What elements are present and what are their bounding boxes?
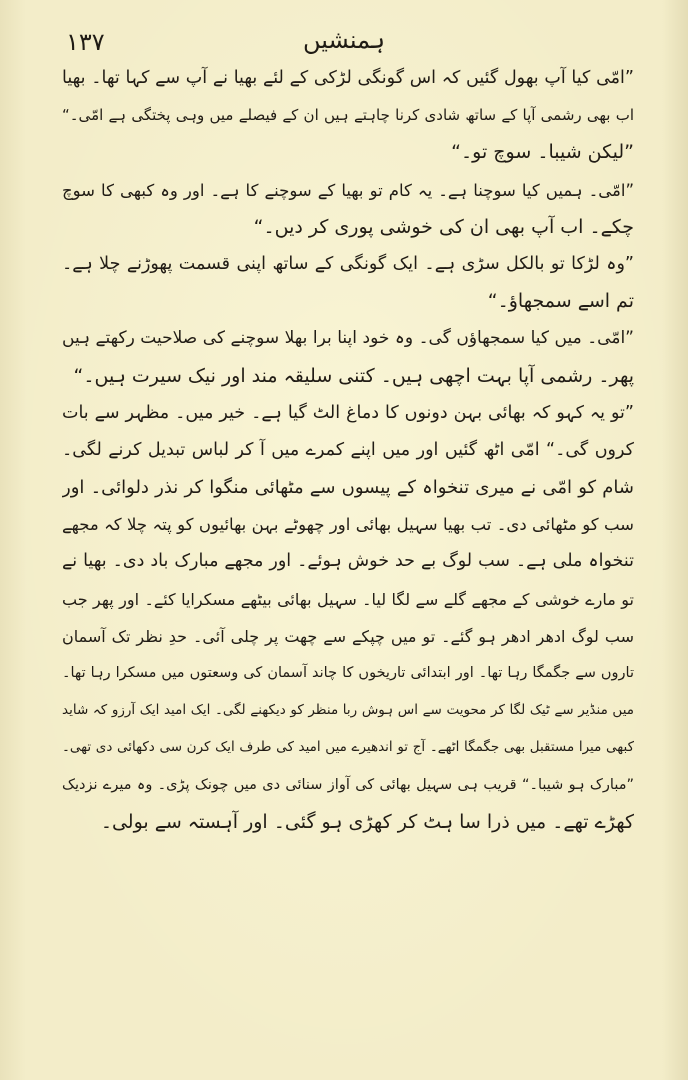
text-line: کبھی میرا مستقبل بھی جگمگا اٹھے۔ آج تو اندھیرے میں امید کی طرف ایک کرن سی دکھائی دی تھی۔	[62, 739, 634, 756]
text-line: شام کو امّی نے میری تنخواہ کے پیسوں سے مٹھائی منگوا کر نذر دلوائی۔ اور	[62, 477, 634, 499]
text-line: کھڑے تھے۔ میں ذرا سا ہٹ کر کھڑی ہو گئی۔ اور آہستہ سے بولی۔	[100, 810, 634, 833]
body-text	[62, 60, 634, 841]
text-line: ”لیکن شیبا۔ سوچ تو۔“	[451, 141, 634, 164]
text-line: ”مبارک ہو شیبا۔“ قریب ہی سہیل بھائی کی آواز سنائی دی میں چونک پڑی۔ وہ میرے نزدیک	[62, 776, 634, 793]
text-line: سب کو مٹھائی دی۔ تب بھیا سہیل بھائی اور چھوٹے بہن بھائیوں کو پتہ چلا کہ مجھے	[62, 515, 634, 535]
text-line: کروں گی۔“ امّی اٹھ گئیں اور میں اپنے کمرے میں آ کر لباس تبدیل کرنے لگی۔	[62, 439, 634, 460]
text-line: ”تو یہ کہو کہ بھائی بہن دونوں کا دماغ الٹ گیا ہے۔ خیر میں۔ مظہر سے بات	[62, 402, 634, 423]
page-number: ۱۳۷	[66, 28, 105, 56]
text-line: تم اسے سمجھاؤ۔“	[487, 290, 634, 313]
running-title: ہمنشیں	[302, 26, 386, 54]
text-line: پھر۔ رشمی آپا بہت اچھی ہیں۔ کتنی سلیقہ مند اور نیک سیرت ہیں۔“	[73, 364, 634, 387]
text-line: تنخواہ ملی ہے۔ سب لوگ بے حد خوش ہوئے۔ اور مجھے مبارک باد دی۔ بھیا نے	[62, 551, 634, 572]
text-line: اب بھی رشمی آپا کے ساتھ شادی کرنا چاہتے ہیں ان کے فیصلے میں وہی پختگی ہے امّی۔“	[62, 106, 634, 125]
text-line: ”امّی۔ میں کیا سمجھاؤں گی۔ وہ خود اپنا برا بھلا سوچنے کی صلاحیت رکھتے ہیں	[62, 328, 634, 349]
text-line: تاروں سے جگمگا رہا تھا۔ اور ابتدائی تاریخوں کا چاند آسمان کی وسعتوں میں مسکرا رہا تھا۔	[62, 665, 634, 681]
text-line: ”امّی۔ ہمیں کیا سوچنا ہے۔ یہ کام تو بھیا کے سوچنے کا ہے۔ اور وہ کبھی کا سوچ	[62, 180, 634, 200]
text-line: تو مارے خوشی کے مجھے گلے سے لگا لیا۔ سہیل بھائی بیٹھے مسکرایا کئے۔ اور پھر جب	[62, 589, 634, 609]
text-line: میں منڈیر سے ٹیک لگا کر محویت سے اس ہوش ربا منظر کو دیکھنے لگی۔ ایک امید ایک آرزو کہ شاید	[62, 702, 634, 719]
text-line: ”وہ لڑکا تو بالکل سڑی ہے۔ ایک گونگی کے ساتھ اپنی قسمت پھوڑنے چلا ہے۔	[62, 253, 634, 274]
text-line: ”امّی کیا آپ بھول گئیں کہ اس گونگی لڑکی کے لئے بھیا نے آپ سے کہا تھا۔ بھیا	[62, 68, 634, 88]
text-line: چکے۔ اب آپ بھی ان کی خوشی پوری کر دیں۔“	[253, 215, 634, 238]
text-line: سب لوگ ادھر ادھر ہو گئے۔ تو میں چپکے سے چھت پر چلی آئی۔ حدِ نظر تک آسمان	[62, 626, 634, 646]
